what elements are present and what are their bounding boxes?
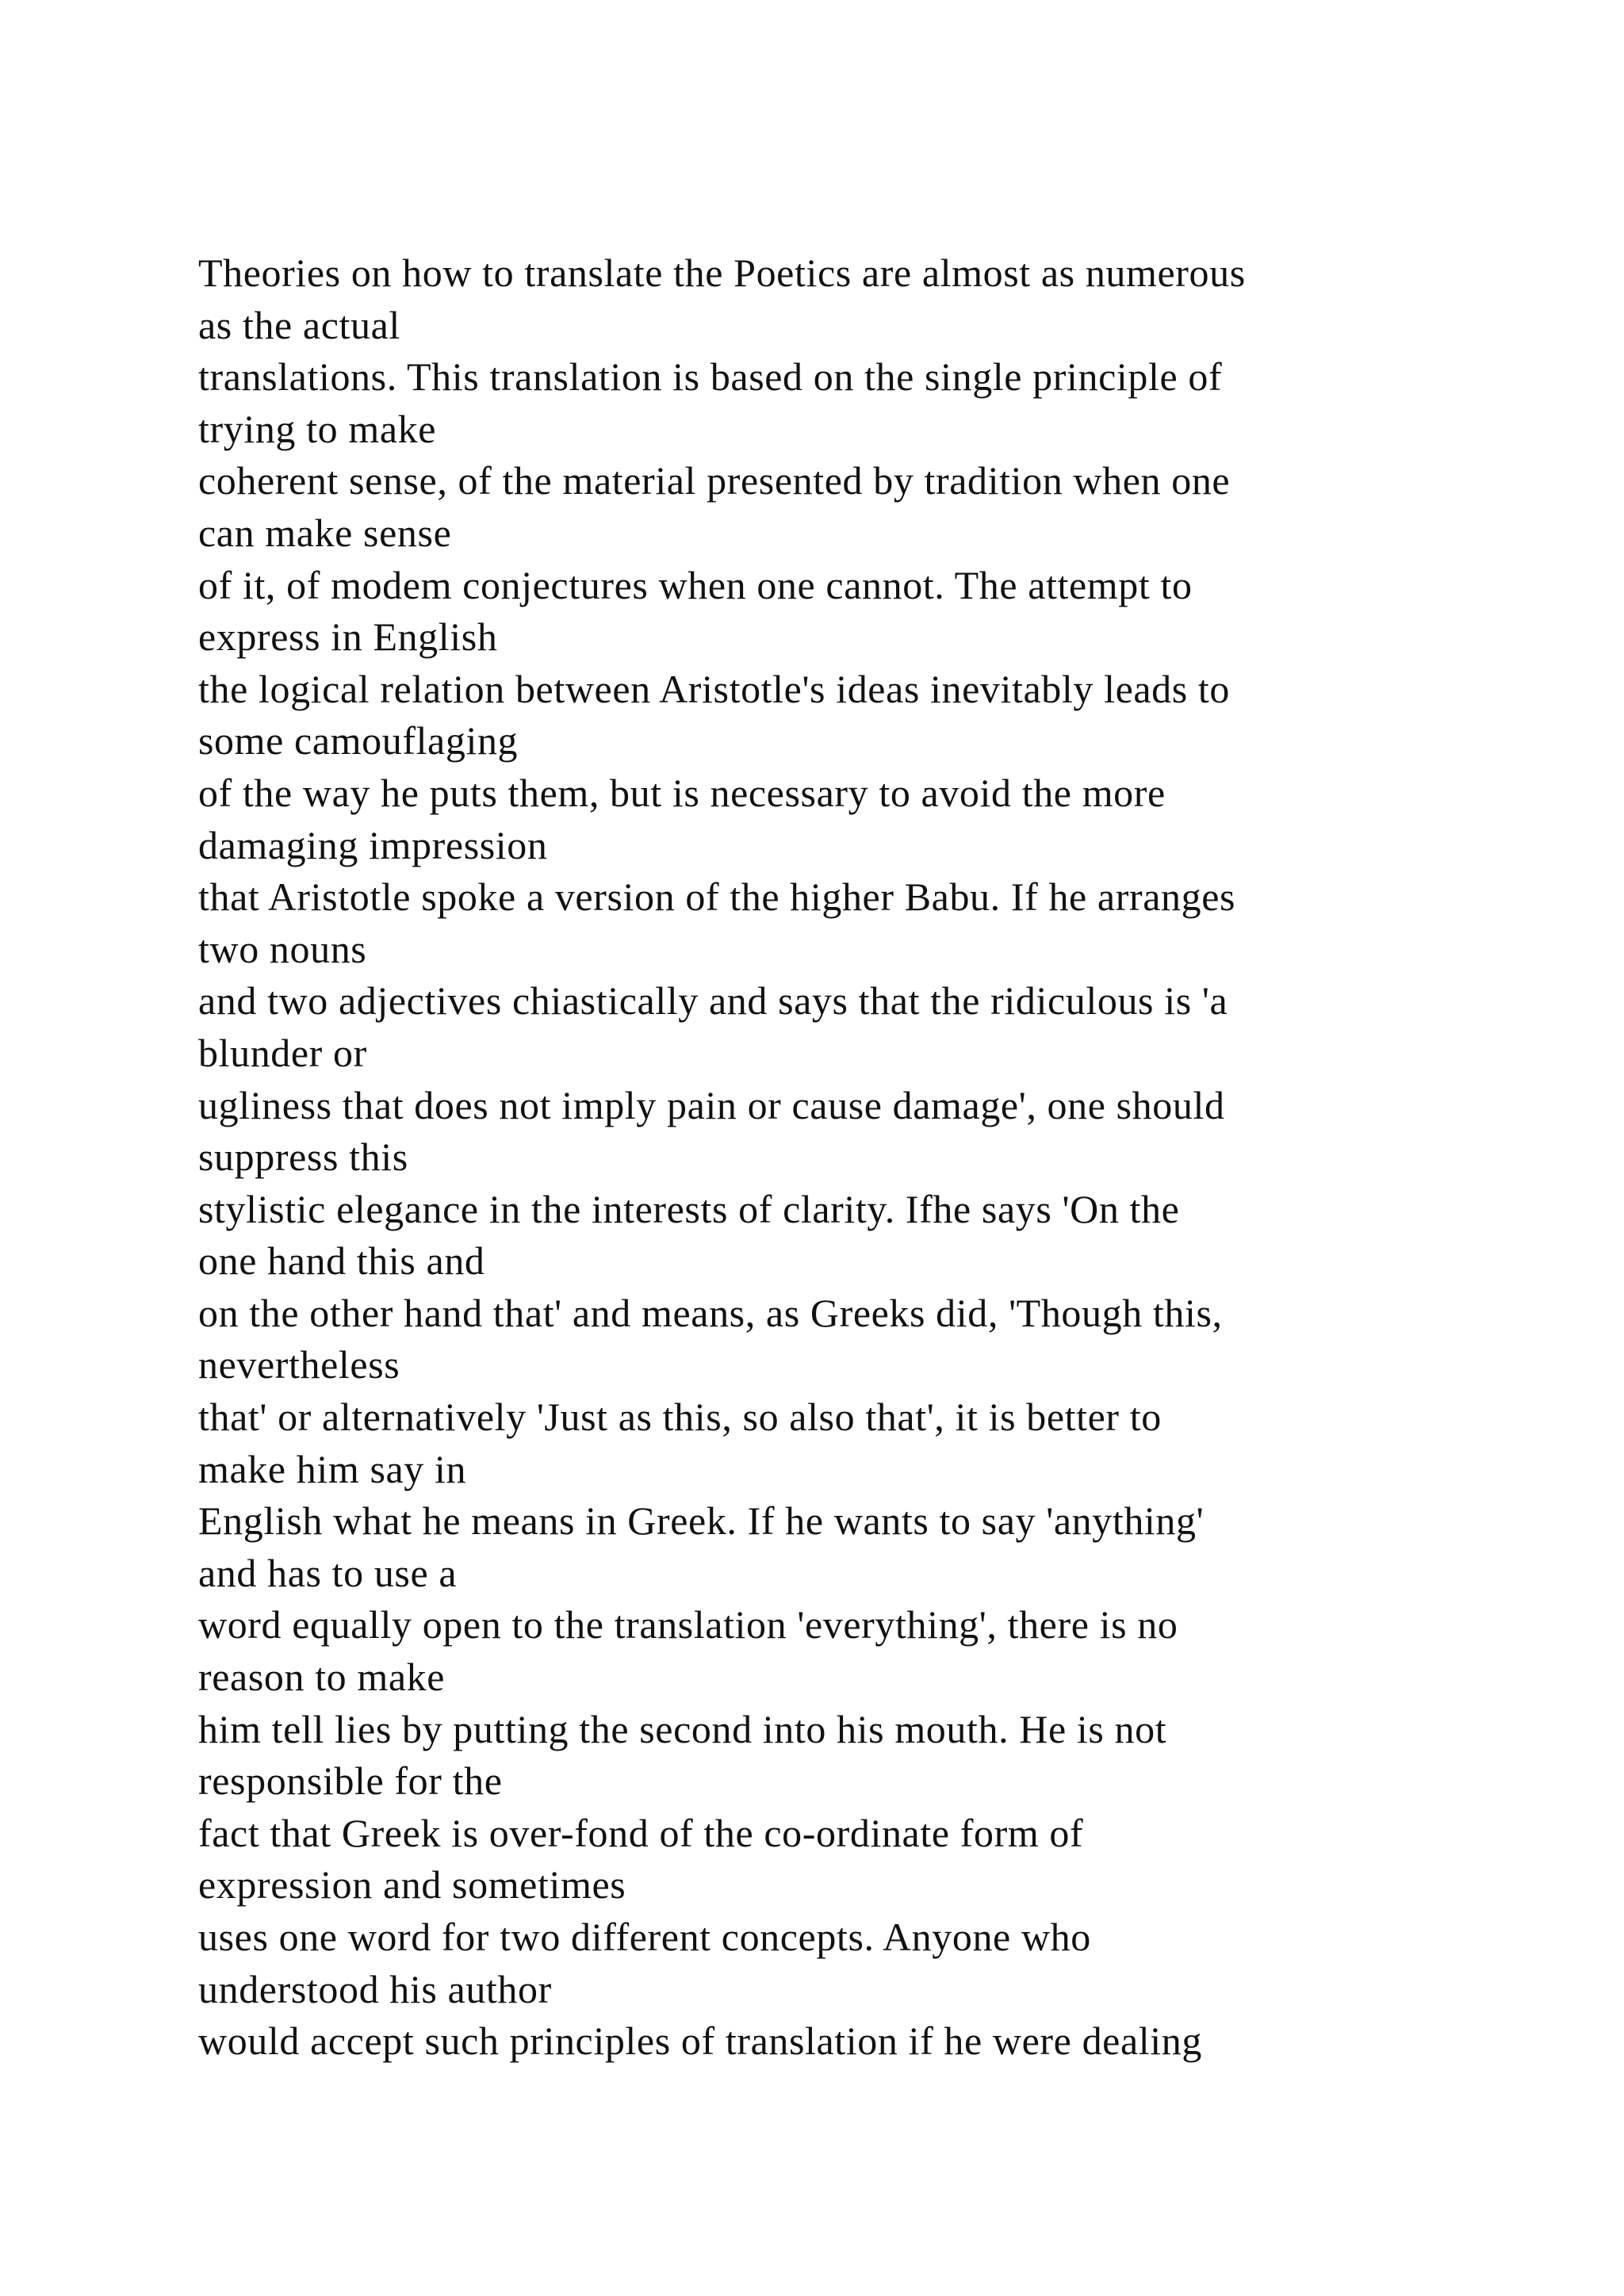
text-line-29: him tell lies by putting the second into his mouth. He is not (198, 1706, 1167, 1751)
text-line-21: on the other hand that' and means, as Greeks did, 'Though this, (198, 1290, 1223, 1335)
text-line-17: ugliness that does not imply pain or cause damage', one should (198, 1082, 1225, 1127)
text-line-35: would accept such principles of translation if he were dealing (198, 2019, 1202, 2064)
text-line-11: of the way he puts them, but is necessary to avoid the more (198, 770, 1166, 815)
text-line-23: that' or alternatively 'Just as this, so also that', it is better to (198, 1395, 1162, 1440)
text-line-30: responsible for the (198, 1758, 503, 1804)
text-line-9: the logical relation between Aristotle's ideas inevitably leads to (198, 666, 1231, 711)
text-line-7: of it, of modem conjectures when one cannot. The attempt to (198, 562, 1193, 607)
text-line-4: trying to make (198, 406, 437, 451)
text-line-26: and has to use a (198, 1550, 458, 1595)
text-line-34: understood his author (198, 1966, 552, 2011)
text-line-14: two nouns (198, 926, 367, 971)
text-line-25: English what he means in Greek. If he wants to say 'anything' (198, 1498, 1205, 1544)
text-line-18: suppress this (198, 1135, 408, 1180)
text-line-22: nevertheless (198, 1342, 400, 1387)
text-line-15: and two adjectives chiastically and says that the ridiculous is 'a (198, 978, 1228, 1024)
text-line-19: stylistic elegance in the interests of clarity. Ifhe says 'On the (198, 1186, 1180, 1231)
text-line-13: that Aristotle spoke a version of the higher Babu. If he arranges (198, 874, 1236, 920)
text-line-32: expression and sometimes (198, 1862, 626, 1908)
text-line-6: can make sense (198, 510, 452, 555)
text-line-2: as the actual (198, 302, 400, 347)
body-text (198, 247, 1435, 2068)
text-line-20: one hand this and (198, 1238, 485, 1284)
text-line-24: make him say in (198, 1446, 467, 1491)
text-line-8: express in English (198, 614, 498, 660)
text-line-1: Theories on how to translate the Poetics are almost as numerous (198, 251, 1246, 295)
text-line-31: fact that Greek is over-fond of the co-ordinate form of (198, 1810, 1084, 1855)
text-line-33: uses one word for two different concepts. Anyone who (198, 1915, 1091, 1959)
text-line-28: reason to make (198, 1655, 446, 1700)
text-line-16: blunder or (198, 1030, 367, 1075)
text-line-27: word equally open to the translation 'everything', there is no (198, 1602, 1178, 1647)
text-line-12: damaging impression (198, 822, 548, 867)
text-line-10: some camouflaging (198, 718, 519, 763)
text-line-3: translations. This translation is based on the single principle of (198, 354, 1223, 400)
text-line-5: coherent sense, of the material presented by tradition when one (198, 458, 1231, 503)
